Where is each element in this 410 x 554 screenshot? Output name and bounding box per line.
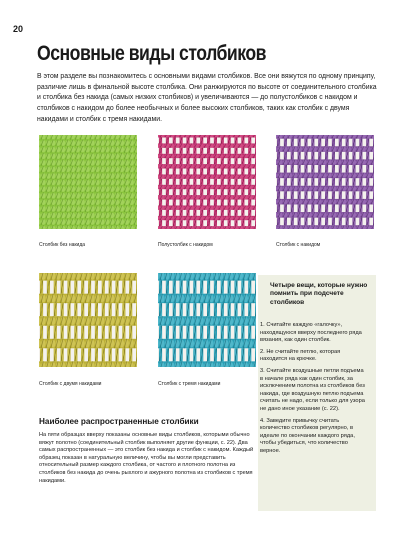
swatch-half-double-crochet <box>158 135 256 229</box>
swatch-caption: Столбик без накида <box>39 242 86 248</box>
page-title: Основные виды столбиков <box>37 42 266 65</box>
swatch-caption: Полустолбик с накидом <box>158 242 213 248</box>
swatch-treble-crochet <box>39 273 137 367</box>
section-paragraph: На пяти образцах вверху показаны основные виды столбиков, которыми обычно вяжут полотно (соединительный столбик выполняет другие функции, с. 22). Два самых распространенных — это столбик без накида и столбик с накидом. Каждый образец показан в натуральную величину, чтобы вы могли представить относительный размер каждого столбика, от частого и плотного полотна из столбиков без накида до очень рыхлого и ажурного полотна из столбиков с тремя накидами. <box>39 432 254 484</box>
list-item: 1. Считайте каждую «галочку», находящуюся вверху последнего ряда вязания, как один столбик. <box>260 322 362 344</box>
swatch-single-crochet <box>39 135 137 229</box>
sidebar-title: Четыре вещи, которые нужно помнить при подсчете столбиков <box>270 282 368 306</box>
page-number: 20 <box>13 24 24 34</box>
list-item: 3. Считайте воздушные петли подъема в начале ряда как один столбик, за исключением полотна из столбиков без накида, где воздушную петлю подъема считать не надо, если только для узора не дано иное указание (с. 22). <box>260 367 365 412</box>
list-item: 4. Заведите привычку считать количество столбиков регулярно, в идеале по окончании каждого ряда, чтобы убедиться, что количество верное. <box>260 417 355 454</box>
swatch-caption: Столбик с двумя накидами <box>39 381 102 387</box>
list-item: 2. Не считайте петлю, которая находится на крючке. <box>260 348 341 363</box>
swatch-double-crochet <box>276 135 374 229</box>
tips-sidebar <box>258 275 376 511</box>
swatch-caption: Столбик с накидом <box>276 242 321 248</box>
sidebar-list <box>260 322 368 460</box>
swatch-caption: Столбик с тремя накидами <box>158 381 221 387</box>
intro-paragraph: В этом разделе вы познакомитесь с основными видами столбиков. Все они вяжутся по одному принципу, различие лишь в финальной высоте столбика. Они ранжируются по высоте от соединительного столбика и столбика без накида (самых низких столбиков) и увеличиваются — до полустолбиков с накидом и столбиков с накидом до более необычных и более высоких столбиков, таких как столбик с двумя накидами и столбик с тремя накидами. <box>37 73 377 123</box>
swatch-double-treble-crochet <box>158 273 256 367</box>
section-heading: Наиболее распространенные столбики <box>39 417 199 426</box>
